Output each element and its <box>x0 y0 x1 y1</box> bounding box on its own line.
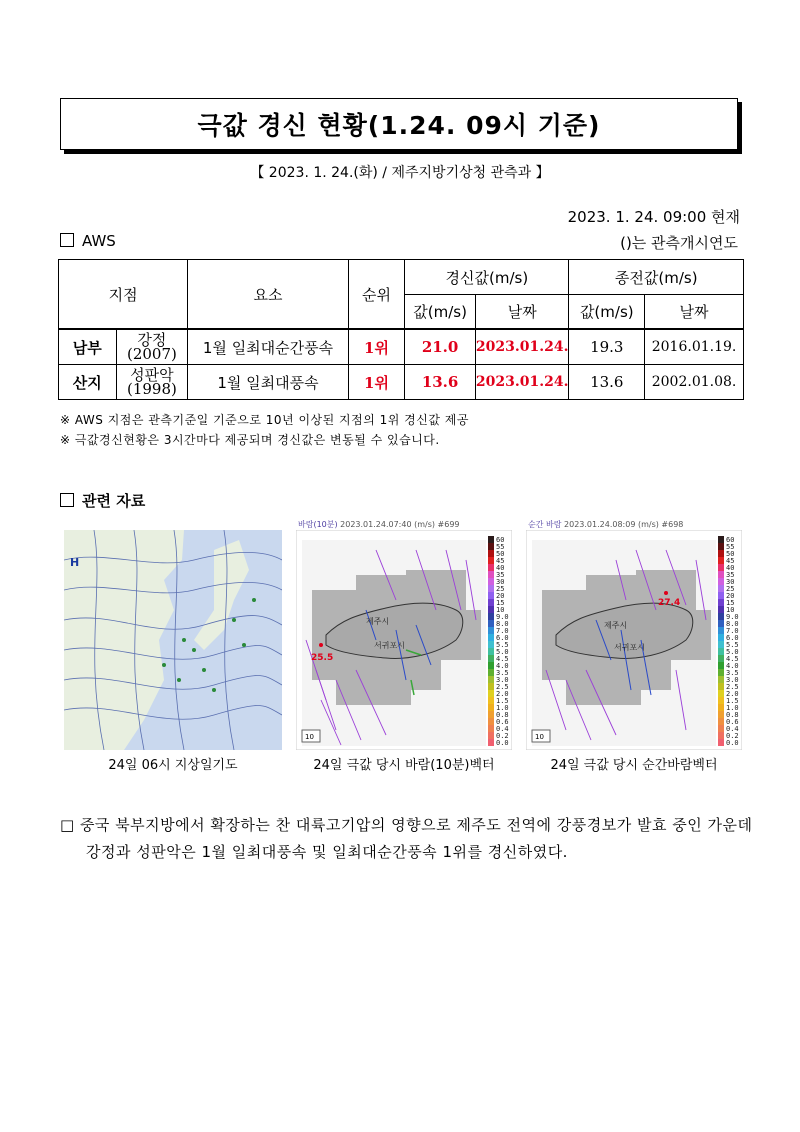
legend-label: 30 <box>726 578 735 586</box>
legend-label: 5.5 <box>726 641 739 649</box>
header-prev-val: 값(m/s) <box>569 295 645 330</box>
legend-label: 40 <box>726 564 735 572</box>
legend-label: 8.0 <box>726 620 739 628</box>
legend-swatch <box>488 620 494 627</box>
legend-swatch <box>718 732 724 739</box>
legend-label: 25 <box>496 585 505 593</box>
legend-label: 1.0 <box>726 704 739 712</box>
prev-value-cell: 13.6 <box>569 365 645 400</box>
panel-header-label: 바람(10분) <box>298 520 338 529</box>
notes <box>60 410 469 450</box>
panel-header <box>298 519 460 530</box>
legend-swatch <box>718 739 724 746</box>
panel-header <box>528 519 683 530</box>
legend-swatch <box>718 676 724 683</box>
legend-label: 25 <box>726 585 735 593</box>
legend-swatch <box>718 620 724 627</box>
legend-label: 5.0 <box>496 648 509 656</box>
legend-swatch <box>488 585 494 592</box>
legend-label: 50 <box>726 550 735 558</box>
legend-swatch <box>718 536 724 543</box>
legend-swatch <box>488 690 494 697</box>
marker-dot <box>664 591 668 595</box>
new-value-cell: 13.6 <box>405 365 476 400</box>
station-name: 성판악 <box>130 366 174 384</box>
region-cell: 남부 <box>59 329 117 365</box>
legend-swatch <box>488 697 494 704</box>
legend-label: 6.0 <box>726 634 739 642</box>
legend-label: 4.0 <box>726 662 739 670</box>
station-name: 강정 <box>137 331 167 349</box>
legend-swatch <box>718 648 724 655</box>
legend-label: 2.0 <box>496 690 509 698</box>
legend-label: 35 <box>726 571 735 579</box>
panel-header-label: 순간 바람 <box>528 520 562 529</box>
legend-swatch <box>488 711 494 718</box>
legend-swatch <box>488 718 494 725</box>
high-pressure-mark: H <box>70 556 80 569</box>
legend-swatch <box>488 543 494 550</box>
legend-swatch <box>718 690 724 697</box>
legend-swatch <box>718 585 724 592</box>
aws-label: AWS <box>82 232 116 250</box>
legend-swatch <box>488 725 494 732</box>
station-cell <box>116 329 188 365</box>
legend-label: 15 <box>726 599 735 607</box>
legend-swatch <box>488 732 494 739</box>
summary-paragraph: □ 중국 북부지방에서 확장하는 찬 대륙고기압의 영향으로 제주도 전역에 강풍경보가 발효 중인 가운데 강정과 성판악은 1월 일최대풍속 및 일최대순간풍속 1위를 경신하였다. <box>60 816 753 861</box>
header-rank: 순위 <box>348 260 405 330</box>
page-title <box>60 98 738 150</box>
legend-label: 6.0 <box>496 634 509 642</box>
header-prev-value: 종전값(m/s) <box>569 260 744 295</box>
city-label: 제주시 <box>604 621 628 630</box>
marker-dot <box>319 643 323 647</box>
legend-label: 0.8 <box>726 711 739 719</box>
header-element: 요소 <box>188 260 348 330</box>
legend-label: 5.0 <box>726 648 739 656</box>
image-caption: 24일 극값 당시 순간바람벡터 <box>550 758 718 773</box>
legend-swatch <box>488 683 494 690</box>
related-heading-text: 관련 자료 <box>82 492 146 510</box>
legend-label: 10 <box>496 606 505 614</box>
legend-label: 4.5 <box>496 655 509 663</box>
rank-cell: 1위 <box>348 329 405 365</box>
related-heading <box>60 490 145 511</box>
table-row <box>59 365 744 400</box>
image-caption: 24일 극값 당시 바람(10분)벡터 <box>313 758 495 773</box>
legend-swatch <box>718 634 724 641</box>
legend-label: 0.4 <box>496 725 509 733</box>
legend-label: 7.0 <box>726 627 739 635</box>
legend-swatch <box>488 557 494 564</box>
legend-swatch <box>488 578 494 585</box>
legend-label: 5.5 <box>496 641 509 649</box>
legend-swatch <box>488 641 494 648</box>
legend-label: 0.0 <box>496 739 509 747</box>
legend-swatch <box>718 592 724 599</box>
legend-label: 9.0 <box>496 613 509 621</box>
note-line: ※ 극값경신현황은 3시간마다 제공되며 경신값은 변동될 수 있습니다. <box>60 433 440 447</box>
legend-label: 0.6 <box>726 718 739 726</box>
legend-swatch <box>488 606 494 613</box>
header-new-date: 날짜 <box>475 295 569 330</box>
city-label: 서귀포시 <box>614 643 645 652</box>
legend-swatch <box>718 564 724 571</box>
legend-swatch <box>718 683 724 690</box>
prev-date-cell: 2002.01.08. <box>645 365 744 400</box>
legend-swatch <box>488 662 494 669</box>
legend-swatch <box>718 711 724 718</box>
header-new-value: 경신값(m/s) <box>405 260 569 295</box>
legend-swatch <box>488 648 494 655</box>
legend-label: 40 <box>496 564 505 572</box>
legend-swatch <box>718 543 724 550</box>
legend-swatch <box>488 564 494 571</box>
prev-value-cell: 19.3 <box>569 329 645 365</box>
legend-swatch <box>718 725 724 732</box>
gust-wind-vector-map <box>526 530 742 750</box>
legend-swatch <box>488 571 494 578</box>
legend-swatch <box>488 599 494 606</box>
prev-date-cell: 2016.01.19. <box>645 329 744 365</box>
station-cell <box>116 365 188 400</box>
legend-label: 0.4 <box>726 725 739 733</box>
legend-label: 2.5 <box>496 683 509 691</box>
panel-header-info: 2023.01.24.08:09 (m/s) #698 <box>564 520 684 529</box>
legend-swatch <box>718 578 724 585</box>
legend-label: 3.0 <box>726 676 739 684</box>
legend-swatch <box>488 634 494 641</box>
legend-swatch <box>718 718 724 725</box>
legend-label: 4.5 <box>726 655 739 663</box>
note-line: ※ AWS 지점은 관측기준일 기준으로 10년 이상된 지점의 1위 경신값 제공 <box>60 413 469 427</box>
legend-swatch <box>488 669 494 676</box>
legend-swatch <box>718 606 724 613</box>
rank-cell: 1위 <box>348 365 405 400</box>
city-label: 서귀포시 <box>374 641 405 650</box>
marker-value: 25.5 <box>311 653 334 663</box>
legend-label: 3.5 <box>726 669 739 677</box>
legend-swatch <box>488 739 494 746</box>
legend-label: 3.0 <box>496 676 509 684</box>
legend-label: 1.5 <box>726 697 739 705</box>
legend-label: 2.5 <box>726 683 739 691</box>
legend-swatch <box>488 655 494 662</box>
element-cell: 1월 일최대순간풍속 <box>188 329 348 365</box>
legend-label: 10 <box>726 606 735 614</box>
legend-swatch <box>488 536 494 543</box>
legend-swatch <box>488 627 494 634</box>
scale-label: 10 <box>535 733 544 741</box>
legend-label: 0.0 <box>726 739 739 747</box>
legend-label: 60 <box>496 536 505 544</box>
legend-label: 0.6 <box>496 718 509 726</box>
legend-swatch <box>718 655 724 662</box>
panel-header-info: 2023.01.24.07:40 (m/s) #699 <box>340 520 460 529</box>
new-value-cell: 21.0 <box>405 329 476 365</box>
checkbox-icon <box>60 233 74 247</box>
legend-label: 55 <box>496 543 505 551</box>
legend-swatch <box>718 697 724 704</box>
legend-swatch <box>718 613 724 620</box>
scale-label: 10 <box>305 733 314 741</box>
legend-label: 4.0 <box>496 662 509 670</box>
legend-label: 9.0 <box>726 613 739 621</box>
legend-label: 55 <box>726 543 735 551</box>
legend-swatch <box>718 599 724 606</box>
region-cell: 산지 <box>59 365 117 400</box>
legend-label: 3.5 <box>496 669 509 677</box>
marker-value: 27.4 <box>658 598 681 608</box>
surface-weather-map <box>64 530 282 750</box>
records-table <box>58 259 744 400</box>
station-since: (2007) <box>126 345 177 363</box>
element-cell: 1월 일최대풍속 <box>188 365 348 400</box>
legend-label: 0.2 <box>726 732 739 740</box>
legend-label: 8.0 <box>496 620 509 628</box>
legend-label: 35 <box>496 571 505 579</box>
legend-swatch <box>488 613 494 620</box>
subtitle: 【 2023. 1. 24.(화) / 제주지방기상청 관측과 】 <box>250 165 550 181</box>
checkbox-icon <box>60 493 74 507</box>
legend-swatch <box>718 662 724 669</box>
title-text: 극값 경신 현황(1.24. 09시 기준) <box>197 111 601 140</box>
legend-swatch <box>718 704 724 711</box>
legend-swatch <box>718 571 724 578</box>
legend-label: 0.8 <box>496 711 509 719</box>
legend-swatch <box>718 669 724 676</box>
legend-label: 0.2 <box>496 732 509 740</box>
city-label: 제주시 <box>366 617 390 626</box>
legend-label: 1.0 <box>496 704 509 712</box>
new-date-cell: 2023.01.24. <box>475 329 569 365</box>
header-station: 지점 <box>59 260 188 330</box>
legend-swatch <box>488 676 494 683</box>
legend-swatch <box>718 627 724 634</box>
legend-label: 50 <box>496 550 505 558</box>
legend-label: 60 <box>726 536 735 544</box>
legend-swatch <box>488 592 494 599</box>
table-row <box>59 329 744 365</box>
aws-section-heading <box>60 232 116 250</box>
as-of-date: 2023. 1. 24. 09:00 현재 <box>567 208 740 226</box>
legend-label: 45 <box>726 557 735 565</box>
header-prev-date: 날짜 <box>645 295 744 330</box>
legend-swatch <box>718 550 724 557</box>
legend-label: 1.5 <box>496 697 509 705</box>
new-date-cell: 2023.01.24. <box>475 365 569 400</box>
wind-vector-10min-map <box>296 530 512 750</box>
legend-label: 20 <box>726 592 735 600</box>
legend-swatch <box>718 557 724 564</box>
legend-swatch <box>488 550 494 557</box>
legend-label: 45 <box>496 557 505 565</box>
legend-swatch <box>488 704 494 711</box>
legend-label: 7.0 <box>496 627 509 635</box>
image-caption: 24일 06시 지상일기도 <box>108 758 238 773</box>
legend-label: 15 <box>496 599 505 607</box>
station-since: (1998) <box>126 380 177 398</box>
legend-label: 20 <box>496 592 505 600</box>
legend-label: 30 <box>496 578 505 586</box>
legend-label: 2.0 <box>726 690 739 698</box>
header-new-val: 값(m/s) <box>405 295 476 330</box>
legend-swatch <box>718 641 724 648</box>
aws-note: ()는 관측개시연도 <box>620 234 738 252</box>
